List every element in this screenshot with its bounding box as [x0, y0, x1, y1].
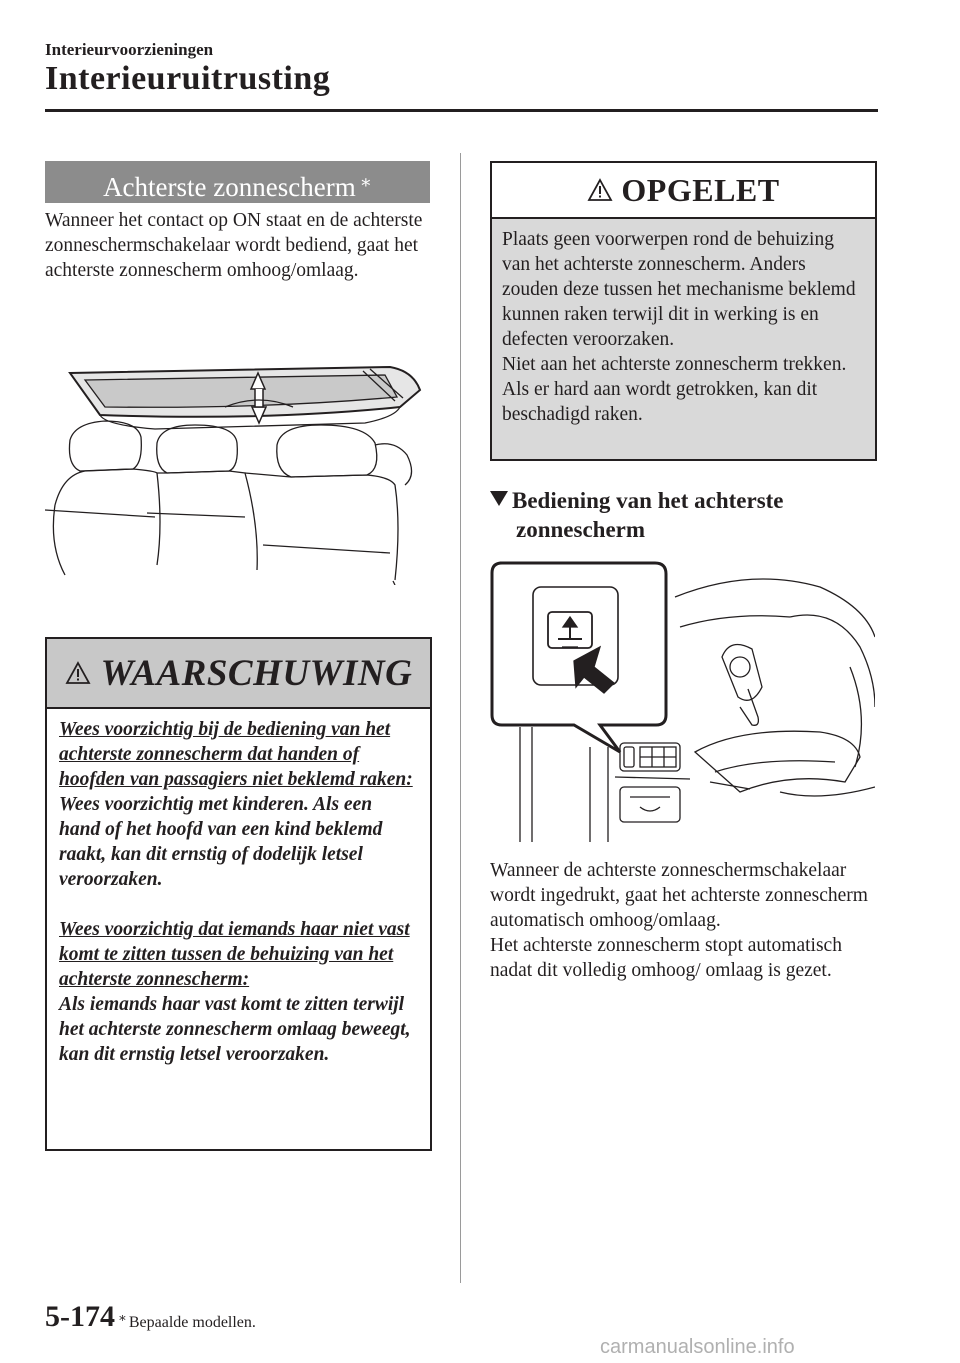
caution-header [492, 163, 875, 219]
warning-heading-1: Wees voorzichtig bij de bediening van het achterste zonnescherm dat handen of hoofden van passagiers niet beklemd raken: [59, 719, 413, 790]
section-title: Achterste zonnescherm [103, 172, 356, 202]
warning-heading-2: Wees voorzichtig dat iemands haar niet vast komt te zitten tussen de behuizing van het achterste zonnescherm: [59, 919, 410, 990]
caution-box [490, 161, 877, 461]
warning-box [45, 637, 432, 1151]
page-number: 5-174 [45, 1300, 115, 1333]
watermark: carmanualsonline.info [600, 1336, 795, 1358]
footnote [118, 1310, 256, 1332]
warning-text-2: Als iemands haar vast komt te zitten terwijl het achterste zonnescherm omlaag beweegt, kan dit ernstig letsel veroorzaken. [59, 994, 411, 1065]
operation-heading-line2: zonnescherm [516, 517, 646, 542]
operation-paragraph-1: Wanneer de achterste zonneschermschakelaar wordt ingedrukt, gaat het achterste zonnescherm automatisch omhoog/omlaag. [490, 860, 868, 931]
caution-body [492, 219, 875, 459]
operation-text [490, 858, 885, 983]
caution-paragraph-2: Niet aan het achterste zonnescherm trekken. Als er hard aan wordt getrokken, kan dit beschadigd raken. [502, 354, 847, 425]
chapter-title: Interieuruitrusting [45, 60, 331, 97]
warning-header [47, 639, 430, 709]
operation-heading-line1: Bediening van het achterste [512, 488, 784, 513]
caution-title: OPGELET [621, 171, 780, 208]
warning-triangle-icon [587, 178, 613, 202]
operation-heading [490, 486, 890, 544]
header-rule [45, 109, 878, 112]
footnote-text: Bepaalde modellen. [128, 1314, 256, 1331]
warning-triangle-icon [65, 661, 91, 685]
warning-body [47, 709, 430, 1067]
footnote-star: ∗ [118, 1310, 127, 1325]
operation-paragraph-2: Het achterste zonnescherm stopt automatisch nadat dit volledig omhoog/ omlaag is gezet. [490, 935, 842, 981]
triangle-marker-icon [490, 491, 508, 506]
section-intro: Wanneer het contact op ON staat en de achterste zonneschermschakelaar wordt bediend, gaat het achterste zonnescherm omhoog/omlaag. [45, 210, 423, 281]
warning-text-1: Wees voorzichtig met kinderen. Als een hand of het hoofd van een kind beklemd raakt, kan dit ernstig of dodelijk letsel veroorzaken. [59, 794, 383, 890]
caution-paragraph-1: Plaats geen voorwerpen rond de behuizing van het achterste zonnescherm. Anders zouden deze tussen het mechanisme beklemd kunnen raken terwijl dit in werking is en defecten veroorzaken. [502, 229, 856, 350]
warning-title: WAARSCHUWING [100, 652, 413, 694]
column-divider [460, 153, 461, 1283]
breadcrumb: Interieurvoorzieningen [45, 40, 214, 59]
rear-sunshade-illustration [45, 345, 430, 585]
sunshade-switch-illustration [490, 557, 875, 842]
model-star: ∗ [359, 172, 372, 192]
section-title-band [45, 161, 430, 203]
